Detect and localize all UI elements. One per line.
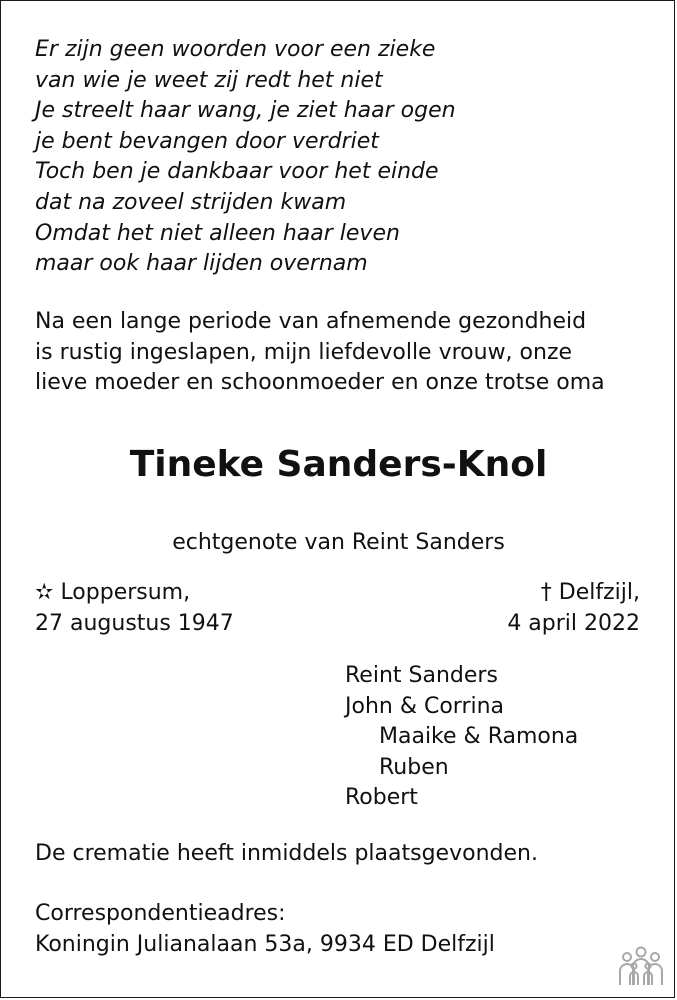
star-icon: ✫ (35, 580, 54, 605)
poem-line: Toch ben je dankbaar voor het einde (35, 159, 439, 185)
announcement-text (35, 307, 605, 399)
death-place: Delfzijl, (558, 580, 640, 605)
poem-line: maar ook haar lijden overnam (35, 251, 368, 277)
birth-info (35, 578, 234, 640)
family-member: John & Corrina (345, 693, 505, 719)
family-member: Ruben (379, 754, 449, 780)
address-value: Koningin Julianalaan 53a, 9934 ED Delfzijl (35, 932, 495, 957)
correspondence-address (35, 899, 495, 961)
poem-line: je bent bevangen door verdriet (35, 128, 379, 154)
announcement-line: Na een lange periode van afnemende gezondheid (35, 309, 587, 334)
death-info (507, 578, 640, 640)
family-people-icon (617, 945, 665, 987)
poem-line: van wie je weet zij redt het niet (35, 67, 383, 93)
family-member: Maaike & Ramona (379, 724, 579, 750)
poem-line: Omdat het niet alleen haar leven (35, 220, 400, 246)
cross-icon: † (540, 580, 552, 605)
poem-line: dat na zoveel strijden kwam (35, 189, 347, 215)
cremation-notice: De crematie heeft inmiddels plaatsgevonden. (35, 841, 538, 866)
family-member: Robert (345, 785, 418, 811)
family-people-icon-strokes (620, 948, 662, 986)
poem-line: Er zijn geen woorden voor een zieke (35, 37, 436, 62)
birth-place-row (35, 578, 234, 609)
birth-place: Loppersum, (60, 580, 191, 605)
announcement-line: is rustig ingeslapen, mijn liefdevolle vrouw, onze (35, 339, 573, 365)
death-place-row (507, 578, 640, 609)
poem-line: Je streelt haar wang, je ziet haar ogen (35, 98, 456, 124)
death-date: 4 april 2022 (507, 611, 640, 636)
poem (35, 35, 456, 280)
spouse-line: echtgenote van Reint Sanders (172, 530, 505, 555)
deceased-name: Tineke Sanders-Knol (129, 444, 548, 485)
birth-date: 27 augustus 1947 (35, 611, 234, 636)
address-label: Correspondentieadres: (35, 901, 286, 926)
family-member: Reint Sanders (345, 663, 498, 688)
announcement-line: lieve moeder en schoonmoeder en onze trotse oma (35, 370, 605, 395)
family-list (345, 661, 578, 814)
